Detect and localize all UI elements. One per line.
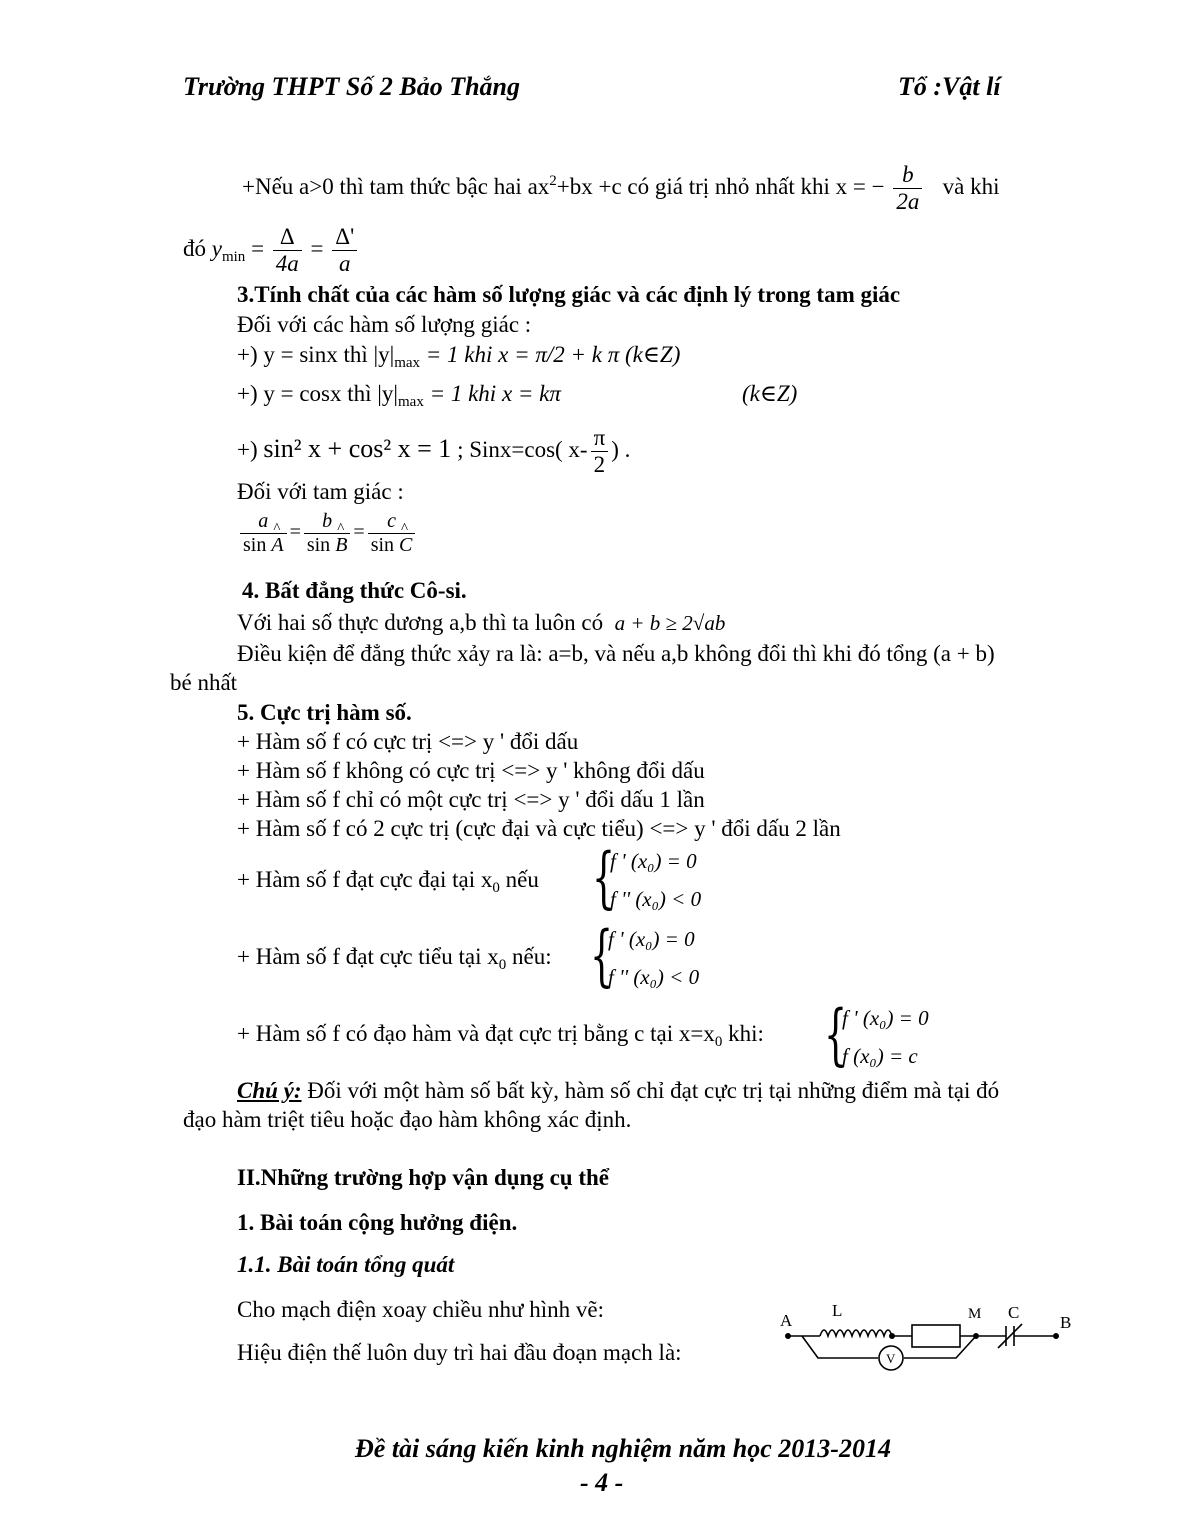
list-item: + Hàm số f chỉ có một cực trị <=> y ' đổi dấu 1 lần (237, 787, 705, 812)
header-department: Tổ :Vật lí (898, 72, 1001, 101)
node-dot (785, 1333, 791, 1339)
triangle-intro: Đối với tam giác : (237, 479, 404, 504)
part-2-title: II.Những trường hợp vận dụng cụ thể (237, 1165, 609, 1190)
extremum-c-condition: + Hàm số f có đạo hàm và đạt cực trị bằng c tại $x=x_0$ khi: (237, 1021, 764, 1050)
list-item: + Hàm số f không có cực trị <=> y ' không đổi dấu (237, 758, 705, 783)
cosi-condition: Điều kiện để đẳng thức xảy ra là: a=b, và nếu a,b không đổi thì khi đó tổng (a + b) (237, 641, 995, 666)
node-dot (1053, 1333, 1059, 1339)
voltmeter-wire (802, 1336, 878, 1358)
section-3-title: 3.Tính chất của các hàm số lượng giác và các định lý trong tam giác (237, 282, 901, 307)
circuit-intro: Cho mạch điện xoay chiều như hình vẽ: (237, 1297, 604, 1322)
list-item: + Hàm số f có 2 cực trị (cực đại và cực tiểu) <=> y ' đổi dấu 2 lần (237, 816, 841, 841)
header-school: Trường THPT Số 2 Bảo Thắng (183, 72, 520, 101)
cosi-line: Với hai số thực dương a,b thì ta luôn có a + b ≥ 2√ab (237, 610, 726, 635)
trig-identity: +) sin² x + cos² x = 1 ; Sinx=cos( x- $\frac{\pi}{2}$ ) . (237, 425, 631, 478)
cosi-condition-end: bé nhất (170, 670, 238, 695)
node-a-label: A (780, 1311, 793, 1330)
inductor-coil (820, 1330, 892, 1336)
node-dot (973, 1333, 979, 1339)
c-system: { f ' (x₀) = 0 f (x₀) = c (824, 996, 929, 1073)
subsection-1-title: 1. Bài toán cộng hưởng điện. (237, 1210, 518, 1235)
cos-property: +) y = cosx thì $|y|_{max} = 1$ khi x = kπ (237, 381, 561, 410)
local-max-condition: + Hàm số f đạt cực đại tại $x_0$ nếu (237, 867, 539, 896)
quadratic-min-line: +Nếu a>0 thì tam thức bậc hai $ax^2+bx +c$ có giá trị nhỏ nhất khi x = − $\frac{b}{2a}$ và khi (242, 162, 1000, 215)
capacitor-label: C (1008, 1303, 1020, 1322)
node-m-label: M (968, 1306, 982, 1322)
cos-condition: (k∈Z) (742, 381, 798, 406)
voltmeter-label: V (886, 1351, 896, 1366)
local-min-condition: + Hàm số f đạt cực tiểu tại $x_0$ nếu: (237, 944, 552, 973)
section-4-title: 4. Bất đẳng thức Cô-si. (242, 578, 467, 603)
resistor (912, 1325, 960, 1347)
min-system: { f ' (x₀) = 0 f '' (x₀) < 0 (590, 917, 700, 994)
sin-property: +) y = sinx thì $|y|_{max} = 1$ khi x = π/2 + k π (k∈Z) (237, 342, 681, 371)
note-line-2: đạo hàm triệt tiêu hoặc đạo hàm không xác định. (183, 1107, 632, 1132)
node-dot (889, 1333, 895, 1339)
footer-title: Đề tài sáng kiến kinh nghiệm năm học 2013-2014 (355, 1434, 891, 1463)
list-item: + Hàm số f có cực trị <=> y ' đổi dấu (237, 729, 579, 754)
law-of-sines: $\frac{a}{\sin \^{} A}$ = $\frac{b}{\sin \^{} B}$ = $\frac{c}{\sin \^{} C}$ (237, 510, 418, 557)
subsection-1-1-title: 1.1. Bài toán tổng quát (237, 1252, 455, 1277)
node-b-label: B (1060, 1313, 1072, 1332)
voltage-intro: Hiệu điện thế luôn duy trì hai đầu đoạn mạch là: (237, 1340, 682, 1365)
section-5-title: 5. Cực trị hàm số. (237, 700, 412, 725)
circuit-diagram (770, 1296, 1090, 1376)
page-number: - 4 - (580, 1468, 624, 1497)
note-line: Chú ý: Đối với một hàm số bất kỳ, hàm số chỉ đạt cực trị tại những điểm mà tại đó (237, 1078, 1000, 1103)
trig-intro: Đối với các hàm số lượng giác : (237, 312, 532, 337)
inductor-label: L (832, 1301, 843, 1320)
max-system: { f ' (x₀) = 0 f '' (x₀) < 0 (592, 839, 702, 916)
ymin-formula: đó $y_{min}$ = $\frac{\Delta}{4a}$ = $\frac{\Delta'}{a}$ (183, 224, 360, 278)
